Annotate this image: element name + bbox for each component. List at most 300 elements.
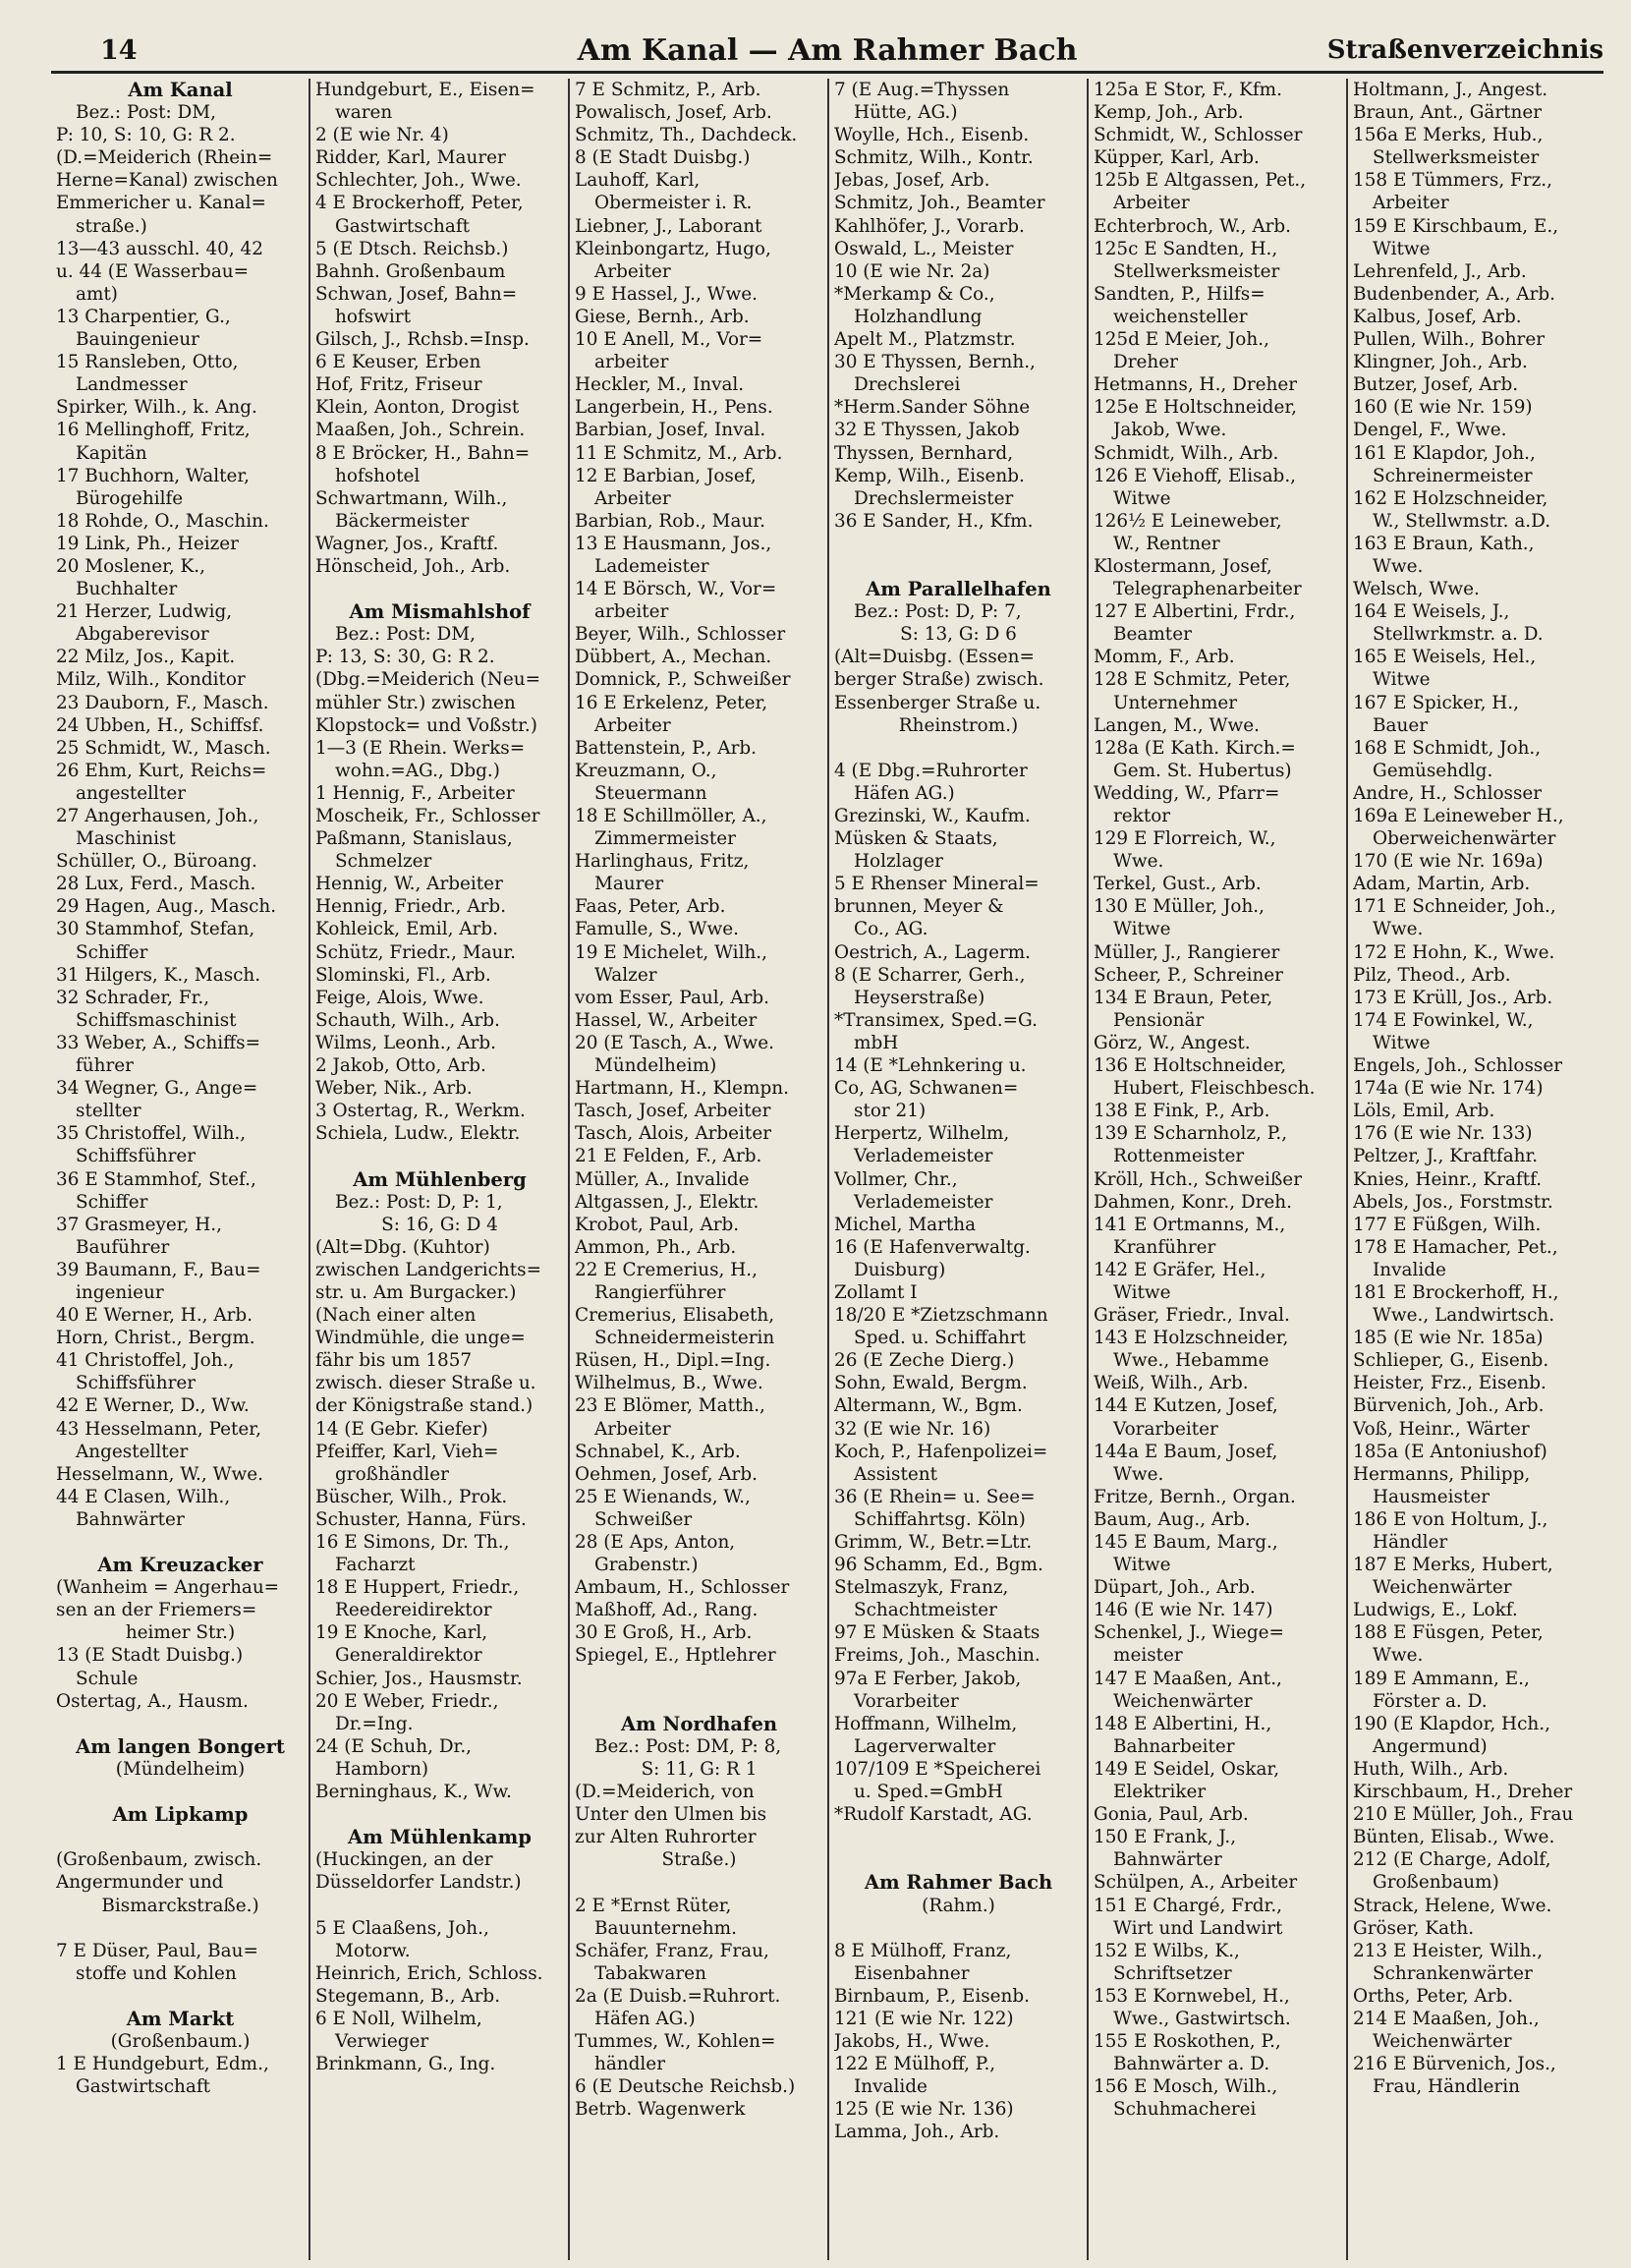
- entry-line: 22 E Cremerius, H.,: [575, 1259, 758, 1280]
- entry-line: 156 E Mosch, Wilh.,: [1094, 2076, 1278, 2098]
- entry-line: 129 E Florreich, W.,: [1094, 828, 1276, 850]
- entry-line: (Alt=Duisbg. (Essen=: [834, 647, 1035, 668]
- entry-line: 24 (E Schuh, Dr.,: [315, 1735, 473, 1757]
- entry-line: Bahnwärter a. D.: [1113, 2054, 1270, 2075]
- entry-line: Gem. St. Hubertus): [1113, 760, 1292, 781]
- entry-line: Bismarckstraße.): [101, 1895, 259, 1916]
- entry-line: Häfen AG.): [854, 782, 955, 804]
- entry-line: hofswirt: [335, 306, 411, 327]
- entry-line: Hof, Fritz, Friseur: [315, 374, 482, 396]
- entry-line: Witwe: [1113, 919, 1171, 940]
- entry-line: 14 E Börsch, W., Vor=: [575, 579, 777, 600]
- entry-line: Weiß, Wilh., Arb.: [1094, 1373, 1249, 1394]
- entry-line: Händler: [1373, 1532, 1448, 1553]
- entry-line: Düsseldorfer Landstr.): [315, 1872, 522, 1894]
- entry-line: Mündelheim): [594, 1055, 717, 1077]
- entry-line: 13 E Hausmann, Jos.,: [575, 533, 772, 554]
- entry-line: Duisburg): [854, 1259, 946, 1280]
- entry-line: 128a (E Kath. Kirch.=: [1094, 737, 1296, 759]
- entry-line: Hönscheid, Joh., Arb.: [315, 555, 511, 577]
- entry-line: Hermanns, Philipp,: [1353, 1463, 1531, 1485]
- entry-line: 28 (E Aps, Anton,: [575, 1532, 736, 1553]
- entry-line: Kirschbaum, H., Dreher: [1353, 1782, 1573, 1803]
- entry-line: 141 E Ortmanns, M.,: [1094, 1214, 1286, 1235]
- entry-line: Feige, Alois, Wwe.: [315, 987, 484, 1008]
- entry-line: 33 Weber, A., Schiffs=: [56, 1032, 261, 1053]
- entry-line: Wwe.: [1113, 851, 1164, 873]
- entry-line: 7 E Düser, Paul, Bau=: [56, 1940, 258, 1961]
- entry-line: Gilsch, J., Rchsb.=Insp.: [315, 329, 530, 351]
- entry-line: Vorarbeiter: [854, 1690, 959, 1712]
- entry-line: Bez.: Post: DM,: [76, 102, 216, 124]
- entry-line: Stellwerksmeister: [1373, 147, 1540, 169]
- entry-line: Arbeiter: [594, 260, 671, 282]
- entry-line: Domnick, P., Schweißer: [575, 669, 791, 691]
- entry-line: 165 E Weisels, Hel.,: [1353, 647, 1537, 668]
- entry-line: 130 E Müller, Joh.,: [1094, 896, 1265, 918]
- entry-line: S: 11, G: R 1: [641, 1758, 758, 1780]
- entry-line: 20 (E Tasch, A., Wwe.: [575, 1032, 774, 1053]
- entry-line: Tabakwaren: [594, 1962, 706, 1984]
- entry-line: Hetmanns, H., Dreher: [1094, 374, 1298, 396]
- entry-line: *Transimex, Sped.=G.: [834, 1009, 1038, 1031]
- entry-line: Hesselmann, W., Wwe.: [56, 1463, 263, 1485]
- entry-line: W., Rentner: [1113, 533, 1220, 554]
- entry-line: Wedding, W., Pfarr=: [1094, 782, 1280, 804]
- entry-line: 147 E Maaßen, Ant.,: [1094, 1668, 1282, 1689]
- spacer: [834, 1826, 1083, 1848]
- entry-line: Angermund): [1373, 1735, 1488, 1757]
- entry-line: 29 Hagen, Aug., Masch.: [56, 896, 277, 918]
- entry-line: Weichenwärter: [1373, 1577, 1512, 1599]
- entry-line: 186 E von Holtum, J.,: [1353, 1508, 1548, 1530]
- entry-line: *Herm.Sander Söhne: [834, 397, 1031, 419]
- entry-line: amt): [76, 283, 118, 305]
- entry-line: Oberweichenwärter: [1373, 828, 1556, 850]
- entry-line: Windmühle, die unge=: [315, 1328, 526, 1349]
- entry-line: Braun, Ant., Gärtner: [1353, 102, 1543, 124]
- entry-line: Tasch, Alois, Arbeiter: [575, 1123, 771, 1145]
- entry-line: 161 E Klapdor, Joh.,: [1353, 442, 1536, 464]
- entry-line: S: 16, G: D 4: [381, 1214, 498, 1235]
- entry-line: brunnen, Meyer &: [834, 896, 1004, 918]
- entry-line: *Merkamp & Co.,: [834, 283, 995, 305]
- entry-line: Straße.): [661, 1849, 737, 1871]
- entry-line: Spiegel, E., Hptlehrer: [575, 1645, 776, 1667]
- entry-line: Apelt M., Platzmstr.: [834, 329, 1016, 351]
- entry-line: Ostertag, A., Hausm.: [56, 1690, 249, 1712]
- entry-line: 26 (E Zeche Dierg.): [834, 1350, 1015, 1372]
- entry-line: (Wanheim = Angerhau=: [56, 1577, 280, 1599]
- entry-line: 97 E Müsken & Staats: [834, 1622, 1040, 1644]
- entry-line: 18 Rohde, O., Maschin.: [56, 510, 269, 532]
- entry-line: Giese, Bernh., Arb.: [575, 306, 750, 327]
- entry-line: Schrankenwärter: [1373, 1962, 1533, 1984]
- entry-line: Bauingenieur: [76, 329, 199, 351]
- entry-line: 2 (E wie Nr. 4): [315, 125, 449, 146]
- entry-line: Schuhmacherei: [1113, 2099, 1257, 2121]
- entry-line: 14 (E *Lehnkering u.: [834, 1055, 1027, 1077]
- entry-line: 174 E Fowinkel, W.,: [1353, 1009, 1534, 1031]
- entry-line: 2a (E Duisb.=Ruhrort.: [575, 1985, 781, 2007]
- entry-line: ingenieur: [76, 1281, 164, 1303]
- spacer: [315, 1145, 564, 1167]
- entry-line: Vollmer, Chr.,: [834, 1168, 958, 1190]
- entry-line: Milz, Wilh., Konditor: [56, 669, 246, 691]
- entry-line: Görz, W., Angest.: [1094, 1032, 1251, 1053]
- entry-line: Tasch, Josef, Arbeiter: [575, 1101, 771, 1122]
- entry-line: Lademeister: [594, 555, 709, 577]
- entry-line: Bahnarbeiter: [1113, 1735, 1235, 1757]
- entry-line: 8 E Mülhoff, Franz,: [834, 1940, 1012, 1961]
- entry-line: 169a E Leineweber H.,: [1353, 806, 1564, 826]
- street-heading: Am Lipkamp: [112, 1803, 249, 1827]
- entry-line: Hartmann, H., Klempn.: [575, 1078, 789, 1100]
- entry-line: 6 E Keuser, Erben: [315, 352, 481, 373]
- entry-line: Kranführer: [1113, 1236, 1216, 1258]
- entry-line: Wilms, Leonh., Arb.: [315, 1032, 496, 1053]
- entry-line: 125 (E wie Nr. 136): [834, 2099, 1014, 2121]
- entry-line: 36 (E Rhein= u. See=: [834, 1486, 1036, 1507]
- entry-line: 125d E Meier, Joh.,: [1094, 329, 1269, 351]
- entry-line: Schnabel, K., Arb.: [575, 1441, 741, 1462]
- entry-line: 19 E Michelet, Wilh.,: [575, 941, 767, 963]
- entry-line: 41 Christoffel, Joh.,: [56, 1350, 235, 1372]
- entry-line: W., Stellwmstr. a.D.: [1373, 510, 1551, 532]
- entry-line: Wagner, Jos., Kraftf.: [315, 533, 499, 554]
- entry-line: Maschinist: [76, 828, 176, 850]
- entry-line: Dahmen, Konr., Dreh.: [1094, 1191, 1292, 1213]
- entry-line: 40 E Werner, H., Arb.: [56, 1305, 253, 1327]
- entry-line: Wilhelmus, B., Wwe.: [575, 1373, 763, 1394]
- column-1: [51, 79, 310, 2260]
- entry-line: Maurer: [594, 874, 664, 895]
- entry-line: Schäfer, Franz, Frau,: [575, 1940, 769, 1961]
- entry-line: Adam, Martin, Arb.: [1353, 874, 1531, 895]
- entry-line: 152 E Wilbs, K.,: [1094, 1940, 1240, 1961]
- entry-line: Gräser, Friedr., Inval.: [1094, 1305, 1290, 1327]
- entry-line: Küpper, Karl, Arb.: [1094, 147, 1260, 169]
- entry-line: Schule: [76, 1668, 139, 1689]
- entry-line: (Nach einer alten: [315, 1305, 477, 1327]
- entry-line: Orths, Peter, Arb.: [1353, 1985, 1514, 2007]
- entry-line: 32 E Thyssen, Jakob: [834, 420, 1020, 441]
- entry-line: Arbeiter: [594, 714, 671, 736]
- entry-line: Beyer, Wilh., Schlosser: [575, 624, 786, 646]
- entry-line: Schiffsmaschinist: [76, 1009, 237, 1031]
- entry-line: (Huckingen, an der: [315, 1849, 493, 1871]
- entry-line: 42 E Werner, D., Ww.: [56, 1395, 250, 1417]
- entry-line: Tummes, W., Kohlen=: [575, 2031, 776, 2053]
- entry-line: 2 Jakob, Otto, Arb.: [315, 1055, 486, 1077]
- entry-line: Invalide: [854, 2076, 928, 2098]
- entry-line: 121 (E wie Nr. 122): [834, 2008, 1014, 2029]
- entry-line: Dengel, F., Wwe.: [1353, 420, 1507, 441]
- entry-line: (Großenbaum, zwisch.: [56, 1849, 262, 1871]
- entry-line: Schiffer: [76, 941, 148, 963]
- entry-line: Rangierführer: [594, 1281, 726, 1303]
- entry-line: Schauth, Wilh., Arb.: [315, 1009, 500, 1031]
- entry-line: Wwe.: [1373, 1645, 1424, 1667]
- entry-line: 2 E *Ernst Rüter,: [575, 1895, 732, 1916]
- entry-line: Michel, Martha: [834, 1214, 977, 1235]
- entry-line: Pfeiffer, Karl, Vieh=: [315, 1441, 499, 1462]
- entry-line: Ambaum, H., Schlosser: [575, 1577, 790, 1599]
- entry-line: Telegraphenarbeiter: [1113, 579, 1302, 600]
- entry-line: Schneidermeisterin: [594, 1328, 775, 1349]
- entry-line: Stegemann, B., Arb.: [315, 1985, 501, 2007]
- entry-line: Witwe: [1373, 669, 1431, 691]
- entry-line: Sandten, P., Hilfs=: [1094, 283, 1265, 305]
- entry-line: 125a E Stor, F., Kfm.: [1094, 80, 1282, 100]
- entry-line: 187 E Merks, Hubert,: [1353, 1555, 1553, 1576]
- entry-line: (Mündelheim): [115, 1758, 246, 1780]
- entry-line: 177 E Füßgen, Wilh.: [1353, 1214, 1542, 1235]
- entry-line: (Rahm.): [922, 1895, 995, 1916]
- entry-line: 163 E Braun, Kath.,: [1353, 533, 1535, 554]
- entry-line: 185a (E Antoniushof): [1353, 1441, 1547, 1462]
- entry-line: Herne=Kanal) zwischen: [56, 170, 278, 192]
- entry-line: Paßmann, Stanislaus,: [315, 828, 513, 850]
- entry-line: Obermeister i. R.: [594, 193, 753, 214]
- entry-line: Kreuzmann, O.,: [575, 760, 717, 781]
- entry-line: 126½ E Leineweber,: [1094, 510, 1282, 532]
- entry-line: 36 E Sander, H., Kfm.: [834, 510, 1034, 532]
- entry-line: *Rudolf Karstadt, AG.: [834, 1804, 1033, 1826]
- entry-line: 185 (E wie Nr. 185a): [1353, 1328, 1544, 1349]
- entry-line: hofshotel: [335, 465, 421, 486]
- entry-line: mühler Str.) zwischen: [315, 692, 516, 713]
- entry-line: Faas, Peter, Arb.: [575, 896, 726, 918]
- entry-line: Spirker, Wilh., k. Ang.: [56, 397, 257, 419]
- spacer: [56, 1985, 305, 2008]
- entry-line: händler: [594, 2054, 665, 2075]
- entry-line: 1 E Hundgeburt, Edm.,: [56, 2054, 269, 2075]
- spacer: [56, 1917, 305, 1940]
- entry-line: 171 E Schneider, Joh.,: [1353, 896, 1556, 918]
- entry-line: Gonia, Paul, Arb.: [1094, 1804, 1249, 1826]
- entry-line: Schlieper, G., Eisenb.: [1353, 1350, 1549, 1372]
- entry-line: Hütte, AG.): [854, 102, 958, 124]
- column-6: [1348, 79, 1605, 2260]
- entry-line: 190 (E Klapdor, Hch.,: [1353, 1713, 1550, 1734]
- entry-line: Witwe: [1373, 1032, 1431, 1053]
- entry-line: Schier, Jos., Hausmstr.: [315, 1668, 523, 1689]
- entry-line: 18 E Huppert, Friedr.,: [315, 1577, 520, 1599]
- entry-line: Baum, Aug., Arb.: [1094, 1508, 1251, 1530]
- entry-line: Hundgeburt, E., Eisen=: [315, 80, 535, 100]
- entry-line: u. Sped.=GmbH: [854, 1782, 1003, 1803]
- entry-line: Bez.: Post: DM, P: 8,: [594, 1735, 782, 1757]
- entry-line: Langerbein, H., Pens.: [575, 397, 773, 419]
- entry-line: Momm, F., Arb.: [1094, 647, 1235, 668]
- entry-line: 150 E Frank, J.,: [1094, 1827, 1237, 1848]
- entry-line: 13 Charpentier, G.,: [56, 306, 231, 327]
- entry-line: Holzlager: [854, 851, 943, 873]
- entry-line: 126 E Viehoff, Elisab.,: [1094, 465, 1297, 486]
- entry-line: 8 (E Stadt Duisbg.): [575, 147, 751, 169]
- entry-line: wohn.=AG., Dbg.): [335, 760, 500, 781]
- entry-line: 11 E Schmitz, M., Arb.: [575, 442, 783, 464]
- entry-line: 35 Christoffel, Wilh.,: [56, 1123, 247, 1145]
- entry-line: Ridder, Karl, Maurer: [315, 147, 506, 169]
- entry-line: 7 E Schmitz, P., Arb.: [575, 80, 761, 100]
- entry-line: 146 (E wie Nr. 147): [1094, 1600, 1273, 1621]
- entry-line: 139 E Scharnholz, P.,: [1094, 1123, 1288, 1145]
- entry-line: Drechslermeister: [854, 487, 1014, 509]
- entry-line: Brinkmann, G., Ing.: [315, 2054, 496, 2075]
- entry-line: 20 Moslener, K.,: [56, 555, 205, 577]
- entry-line: Woylle, Hch., Eisenb.: [834, 125, 1030, 146]
- entry-line: Huth, Wilh., Arb.: [1353, 1758, 1509, 1780]
- entry-line: 97a E Ferber, Jakob,: [834, 1668, 1022, 1689]
- entry-line: Lamma, Joh., Arb.: [834, 2122, 1000, 2143]
- entry-line: Büscher, Wilh., Prok.: [315, 1486, 508, 1507]
- entry-line: berger Straße) zwisch.: [834, 669, 1044, 691]
- entry-line: 159 E Kirschbaum, E.,: [1353, 215, 1559, 237]
- entry-line: Düpart, Joh., Arb.: [1094, 1577, 1256, 1599]
- entry-line: Schwartmann, Wilh.,: [315, 487, 508, 509]
- spacer: [834, 737, 1083, 760]
- entry-line: 16 Mellinghoff, Fritz,: [56, 420, 251, 441]
- entry-line: Unternehmer: [1113, 692, 1238, 713]
- section-title: Straßenverzeichnis: [1326, 35, 1603, 65]
- entry-line: Bürogehilfe: [76, 487, 184, 509]
- entry-line: Schweißer: [594, 1508, 693, 1530]
- entry-line: Rüsen, H., Dipl.=Ing.: [575, 1350, 771, 1372]
- entry-line: Langen, M., Wwe.: [1094, 714, 1260, 736]
- entry-line: Witwe: [1113, 487, 1171, 509]
- street-heading: Am Nordhafen: [620, 1712, 778, 1735]
- entry-line: 12 E Barbian, Josef,: [575, 465, 757, 486]
- entry-line: arbeiter: [594, 352, 669, 373]
- entry-line: Kleinbongartz, Hugo,: [575, 238, 771, 259]
- entry-line: Generaldirektor: [335, 1645, 482, 1667]
- entry-line: 13 (E Stadt Duisbg.): [56, 1645, 244, 1667]
- entry-line: weichensteller: [1113, 306, 1248, 327]
- entry-line: Eisenbahner: [854, 1962, 970, 1984]
- entry-line: Klopstock= und Voßstr.): [315, 714, 537, 736]
- entry-line: Herpertz, Wilhelm,: [834, 1123, 1010, 1145]
- entry-line: zwisch. dieser Straße u.: [315, 1373, 536, 1394]
- entry-line: Berninghaus, K., Ww.: [315, 1782, 512, 1803]
- entry-line: Buchhalter: [76, 579, 178, 600]
- entry-line: 23 Dauborn, F., Masch.: [56, 692, 269, 713]
- entry-line: Förster a. D.: [1373, 1690, 1488, 1712]
- entry-line: Strack, Helene, Wwe.: [1353, 1895, 1552, 1916]
- entry-line: (Dbg.=Meiderich (Neu=: [315, 669, 541, 691]
- entry-line: Arbeiter: [1373, 193, 1449, 214]
- entry-line: waren: [335, 102, 393, 124]
- entry-line: str. u. Am Burgacker.): [315, 1281, 517, 1303]
- entry-line: Gemüsehdlg.: [1373, 760, 1493, 781]
- entry-line: 6 (E Deutsche Reichsb.): [575, 2076, 796, 2098]
- entry-line: Pilz, Theod., Arb.: [1353, 964, 1511, 986]
- entry-line: rektor: [1113, 806, 1171, 826]
- page-number: 14: [100, 35, 138, 66]
- entry-line: 172 E Hohn, K., Wwe.: [1353, 941, 1555, 963]
- entry-line: 151 E Chargé, Frdr.,: [1094, 1895, 1283, 1916]
- entry-line: 7 (E Aug.=Thyssen: [834, 80, 1010, 100]
- entry-line: Witwe: [1113, 1281, 1171, 1303]
- spacer: [575, 1690, 823, 1713]
- entry-line: Jakobs, H., Wwe.: [834, 2031, 990, 2053]
- entry-line: Harlinghaus, Fritz,: [575, 851, 750, 873]
- entry-line: Schülpen, A., Arbeiter: [1094, 1872, 1298, 1894]
- entry-line: Schmitz, Wilh., Kontr.: [834, 147, 1034, 169]
- entry-line: 136 E Holtschneider,: [1094, 1055, 1287, 1077]
- entry-line: Gastwirtschaft: [76, 2076, 211, 2098]
- spacer: [834, 555, 1083, 578]
- entry-line: Weichenwärter: [1373, 2031, 1512, 2053]
- entry-line: Essenberger Straße u.: [834, 692, 1041, 713]
- entry-line: stor 21): [854, 1101, 927, 1122]
- entry-line: Bürvenich, Joh., Arb.: [1353, 1395, 1545, 1417]
- entry-line: 6 E Noll, Wilhelm,: [315, 2008, 482, 2029]
- entry-line: Schreinermeister: [1373, 465, 1533, 486]
- entry-line: Schiela, Ludw., Elektr.: [315, 1123, 521, 1145]
- street-heading: Am Mismahlshof: [349, 600, 531, 624]
- entry-line: Klingner, Joh., Arb.: [1353, 352, 1528, 373]
- entry-line: 174a (E wie Nr. 174): [1353, 1078, 1544, 1100]
- entry-line: Knies, Heinr., Kraftf.: [1353, 1168, 1543, 1190]
- entry-line: mbH: [854, 1032, 899, 1053]
- entry-line: 5 E Rhenser Mineral=: [834, 874, 1040, 895]
- entry-line: der Königstraße stand.): [315, 1395, 534, 1417]
- entry-line: 16 E Simons, Dr. Th.,: [315, 1532, 510, 1553]
- entry-line: Arbeiter: [1113, 193, 1190, 214]
- entry-line: Grimm, W., Betr.=Ltr.: [834, 1532, 1033, 1553]
- entry-line: Hamborn): [335, 1758, 429, 1780]
- entry-line: Reedereidirektor: [335, 1600, 492, 1621]
- entry-line: Schmitz, Joh., Beamter: [834, 193, 1045, 214]
- entry-line: Welsch, Wwe.: [1353, 579, 1480, 600]
- entry-line: Schüller, O., Büroang.: [56, 851, 257, 873]
- entry-line: Hassel, W., Arbeiter: [575, 1009, 758, 1031]
- entry-line: Rheinstrom.): [898, 714, 1019, 736]
- spacer: [56, 1713, 305, 1735]
- entry-line: 18 E Schillmöller, A.,: [575, 806, 767, 826]
- entry-line: Schiffer: [76, 1191, 148, 1213]
- entry-line: 173 E Krüll, Jos., Arb.: [1353, 987, 1553, 1008]
- entry-line: Heckler, M., Inval.: [575, 374, 745, 396]
- entry-line: 1 Hennig, F., Arbeiter: [315, 782, 515, 804]
- entry-line: stellter: [76, 1101, 141, 1122]
- entry-line: 156a E Merks, Hub.,: [1353, 125, 1544, 146]
- entry-line: Grabenstr.): [594, 1555, 699, 1576]
- entry-line: Drechslerei: [854, 374, 961, 396]
- entry-line: Motorw.: [335, 1940, 411, 1961]
- entry-line: Dr.=Ing.: [335, 1713, 414, 1734]
- entry-line: Oestrich, A., Lagerm.: [834, 941, 1032, 963]
- entry-line: 24 Ubben, H., Schiffsf.: [56, 714, 264, 736]
- entry-line: Pullen, Wilh., Bohrer: [1353, 329, 1546, 351]
- entry-line: Großenbaum): [1373, 1872, 1499, 1894]
- street-heading: Am Parallelhafen: [866, 578, 1051, 601]
- entry-line: Betrb. Wagenwerk: [575, 2099, 746, 2121]
- entry-line: Stellwerksmeister: [1113, 260, 1280, 282]
- entry-line: 21 Herzer, Ludwig,: [56, 601, 233, 623]
- entry-line: Budenbender, A., Arb.: [1353, 283, 1555, 305]
- entry-line: 32 Schrader, Fr.,: [56, 987, 210, 1008]
- entry-line: Oswald, L., Meister: [834, 238, 1014, 259]
- entry-line: 19 E Knoche, Karl,: [315, 1622, 488, 1644]
- entry-line: Kröll, Hch., Schweißer: [1094, 1168, 1302, 1190]
- entry-line: Emmericher u. Kanal=: [56, 193, 266, 214]
- entry-line: Facharzt: [335, 1555, 416, 1576]
- entry-line: Beamter: [1113, 624, 1192, 646]
- entry-line: Barbian, Josef, Inval.: [575, 420, 766, 441]
